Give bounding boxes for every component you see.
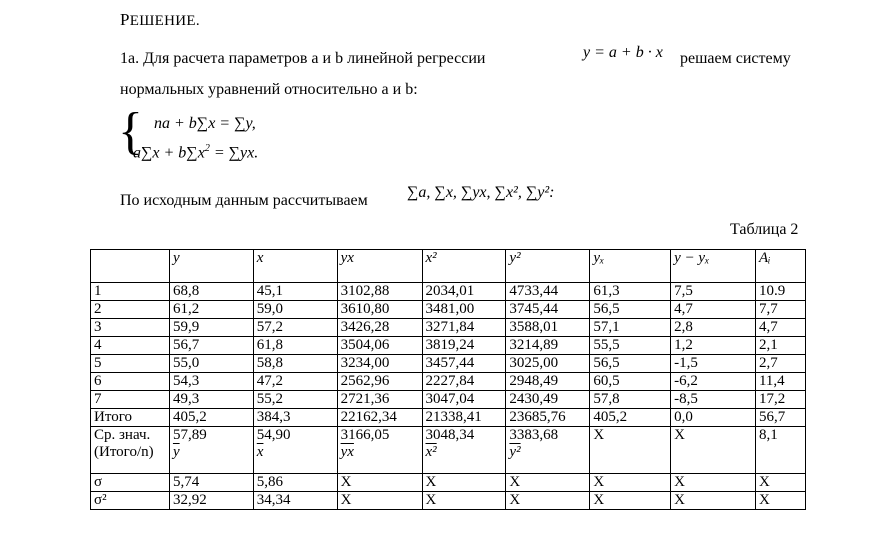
mean-cell	[506, 427, 590, 474]
table-cell: 2,1	[755, 337, 805, 355]
table-cell: 2034,01	[422, 283, 506, 301]
sigma2-cell: 32,92	[169, 492, 253, 510]
mean-cell	[590, 427, 671, 474]
sigma2-cell: 34,34	[253, 492, 337, 510]
total-row	[91, 409, 806, 427]
sigma-row	[91, 474, 806, 492]
table-cell: 3271,84	[422, 319, 506, 337]
table-cell: 59,0	[253, 301, 337, 319]
table-cell: 7	[91, 391, 170, 409]
sum-y2: ∑y²	[525, 184, 550, 201]
sum-x: ∑x	[434, 184, 453, 201]
intro-line-2: нормальных уравнений относительно a и b:	[120, 81, 418, 98]
table-cell: 3457,44	[422, 355, 506, 373]
table-cell: 4733,44	[506, 283, 590, 301]
mean-cell	[755, 427, 805, 474]
table-cell: 57,2	[253, 319, 337, 337]
mean-value: 57,89	[172, 427, 207, 443]
header-cell: y − yₓ	[671, 250, 756, 283]
table-cell: 47,2	[253, 373, 337, 391]
table-cell: 17,2	[755, 391, 805, 409]
total-cell: 22162,34	[337, 409, 422, 427]
sum-a: ∑a	[407, 184, 427, 201]
mean-value: X	[593, 427, 605, 443]
table-row	[91, 301, 806, 319]
total-cell: 23685,76	[506, 409, 590, 427]
table-cell: 3819,24	[422, 337, 506, 355]
intro-line-1-end: решаем систему	[680, 50, 791, 67]
header-cell	[91, 250, 170, 283]
table-cell: 3481,00	[422, 301, 506, 319]
heading-rest: ЕШЕНИЕ.	[129, 13, 200, 29]
mean-symbol: $\overline{y}$	[172, 444, 180, 460]
table-cell: 60,5	[590, 373, 671, 391]
mean-value: X	[674, 427, 685, 443]
header-cell: x²	[422, 250, 506, 283]
sum-x2: ∑x²	[494, 184, 518, 201]
sigma-cell: 5,74	[169, 474, 253, 492]
mean-symbol: y²	[509, 444, 521, 460]
table-cell: 3	[91, 319, 170, 337]
sigma-cell: X	[506, 474, 590, 492]
table-cell: 3047,04	[422, 391, 506, 409]
table-cell: 56,7	[169, 337, 253, 355]
table-cell: 56,5	[590, 301, 671, 319]
table-cell: 2562,96	[337, 373, 422, 391]
table-cell: 3504,06	[337, 337, 422, 355]
table-cell: -8,5	[671, 391, 756, 409]
header-cell: yₓ	[590, 250, 671, 283]
table-cell: 1,2	[671, 337, 756, 355]
mean-cell	[422, 427, 506, 474]
table-cell: 3745,44	[506, 301, 590, 319]
mean-cell	[337, 427, 422, 474]
table-cell: 55,5	[590, 337, 671, 355]
table-cell: 3102,88	[337, 283, 422, 301]
table-cell: 7,7	[755, 301, 805, 319]
sum-yx: ∑yx	[460, 184, 487, 201]
table-cell: 57,1	[590, 319, 671, 337]
heading-initial: Р	[120, 10, 130, 29]
sigma-cell: X	[337, 474, 422, 492]
sigma2-cell: X	[337, 492, 422, 510]
table-cell: 7,5	[671, 283, 756, 301]
table-cell: 3610,80	[337, 301, 422, 319]
solution-heading	[120, 10, 200, 31]
sigma2-cell: X	[671, 492, 756, 510]
table-cell: 4,7	[755, 319, 805, 337]
total-cell: 21338,41	[422, 409, 506, 427]
intro-line-1-start: 1а. Для расчета параметров а и b линейной регрессии	[120, 50, 486, 67]
table-cell: 2721,36	[337, 391, 422, 409]
equation-1: na + b∑x = ∑y,	[154, 115, 256, 132]
sigma-cell: X	[671, 474, 756, 492]
table-cell: 55,0	[169, 355, 253, 373]
sigma2-cell: X	[422, 492, 506, 510]
equation-2: $a\sum x + b\sum x^2 = \sum yx$.	[133, 143, 259, 162]
mean-value: 8,1	[758, 427, 778, 443]
total-cell: 405,2	[590, 409, 671, 427]
table-cell: 3214,89	[506, 337, 590, 355]
sums-list: ∑a, ∑x, ∑yx, ∑x², ∑y²:	[407, 184, 555, 201]
mean-cell	[671, 427, 756, 474]
mean-value: 3383,68	[509, 427, 559, 443]
system-brace: {	[118, 103, 143, 160]
table-cell: 2	[91, 301, 170, 319]
table-cell: 59,9	[169, 319, 253, 337]
table-cell: 5	[91, 355, 170, 373]
sigma-cell: σ	[91, 474, 170, 492]
header-cell: y	[169, 250, 253, 283]
table-cell: 61,2	[169, 301, 253, 319]
mean-symbol: $\overline{x}$	[256, 444, 264, 460]
sigma-cell: X	[755, 474, 805, 492]
table-cell: -1,5	[671, 355, 756, 373]
table-caption: Таблица 2	[730, 221, 799, 238]
table-cell: 61,8	[253, 337, 337, 355]
mean-row	[91, 427, 806, 474]
table-cell: 4,7	[671, 301, 756, 319]
total-cell: 0,0	[671, 409, 756, 427]
table-cell: 57,8	[590, 391, 671, 409]
table-header-row	[91, 250, 806, 283]
table-cell: 3588,01	[506, 319, 590, 337]
table-cell: 54,3	[169, 373, 253, 391]
table-cell: -6,2	[671, 373, 756, 391]
table-cell: 1	[91, 283, 170, 301]
table-cell: 58,8	[253, 355, 337, 373]
mean-cell	[169, 427, 253, 474]
mean-label-line1: Ср. знач.	[94, 427, 151, 443]
table-row	[91, 373, 806, 391]
table-cell: 45,1	[253, 283, 337, 301]
sigma2-cell: X	[506, 492, 590, 510]
table-cell: 2948,49	[506, 373, 590, 391]
mean-cell	[253, 427, 337, 474]
sigma2-cell: σ²	[91, 492, 170, 510]
mean-label	[91, 427, 170, 474]
table-cell: 10.9	[755, 283, 805, 301]
table-row	[91, 355, 806, 373]
table-cell: 61,3	[590, 283, 671, 301]
table-cell: 2,7	[755, 355, 805, 373]
equation-2-right: = ∑yx.	[209, 144, 259, 162]
table-cell: 55,2	[253, 391, 337, 409]
sigma2-cell: X	[755, 492, 805, 510]
sigma-cell: X	[590, 474, 671, 492]
table-cell: 56,5	[590, 355, 671, 373]
table-row	[91, 319, 806, 337]
total-cell: 405,2	[169, 409, 253, 427]
mean-symbol: $\overline{yx}$	[340, 444, 354, 460]
table-row	[91, 337, 806, 355]
table-cell: 2,8	[671, 319, 756, 337]
table-cell: 68,8	[169, 283, 253, 301]
mean-value: 3048,34	[425, 427, 475, 443]
sums-intro: По исходным данным рассчитываем	[120, 192, 368, 209]
table-row	[91, 283, 806, 301]
sums-end: :	[549, 184, 555, 201]
table-cell: 3234,00	[337, 355, 422, 373]
total-cell: 56,7	[755, 409, 805, 427]
total-cell: Итого	[91, 409, 170, 427]
mean-symbol: x²	[425, 444, 437, 460]
table-cell: 2227,84	[422, 373, 506, 391]
table-cell: 3426,28	[337, 319, 422, 337]
header-cell: y²	[506, 250, 590, 283]
data-table	[90, 249, 806, 510]
table-cell: 6	[91, 373, 170, 391]
table-body	[91, 283, 806, 409]
regression-formula: y = a + b · x	[583, 44, 663, 61]
sigma2-row	[91, 492, 806, 510]
mean-value: 3166,05	[340, 427, 390, 443]
sigma-cell: 5,86	[253, 474, 337, 492]
table-cell: 4	[91, 337, 170, 355]
table-cell: 3025,00	[506, 355, 590, 373]
header-cell: x	[253, 250, 337, 283]
table-cell: 11,4	[755, 373, 805, 391]
mean-value: 54,90	[256, 427, 291, 443]
table-cell: 49,3	[169, 391, 253, 409]
header-cell: Aᵢ	[755, 250, 805, 283]
table-cell: 2430,49	[506, 391, 590, 409]
mean-label-line2: (Итого/n)	[94, 444, 154, 460]
total-cell: 384,3	[253, 409, 337, 427]
header-cell: yx	[337, 250, 422, 283]
sigma-cell: X	[422, 474, 506, 492]
table-row	[91, 391, 806, 409]
equation-2-left: a∑x + b∑x	[133, 144, 205, 162]
sigma2-cell: X	[590, 492, 671, 510]
